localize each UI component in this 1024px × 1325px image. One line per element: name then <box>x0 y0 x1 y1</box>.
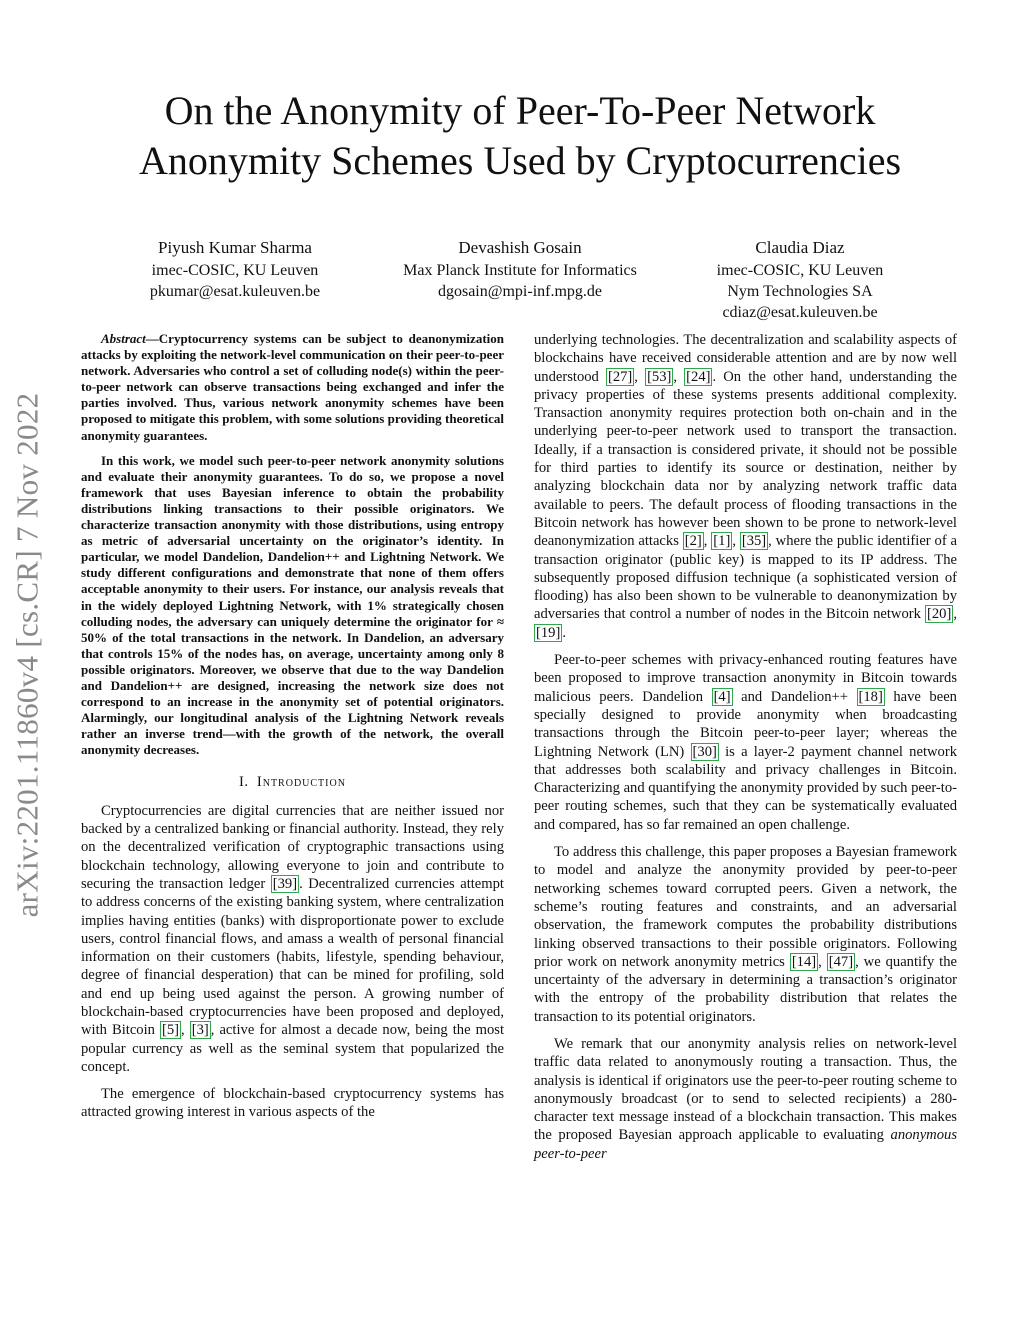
arxiv-identifier: arXiv:2201.11860v4 [cs.CR] 7 Nov 2022 <box>9 392 45 918</box>
right-paragraph-1: underlying technologies. The decentralization and scalability aspects of blockchains have received considerable attention and are by now well understood [27] , [53] , [24] . On the other hand, understanding the privacy properties of these systems presents additional complexity. Transaction anonymity requires protection both on-chain and in the underlying peer-to-peer network used to transport the transaction. Ideally, if a transaction is considered private, it should not be possible for third parties to identify its source or destination, neither by analyzing blockchain data nor by analyzing network traffic data available to peers. The default process of flooding transactions in the Bitcoin network has however been shown to be prone to network-level deanonymization attacks [2] , [1] , [35] , where the public identifier of a transaction originator (public key) is mapped to its IP address. The subsequently proposed diffusion technique (a sophisticated version of flooding) has also been shown to be vulnerable to deanonymization by adversaries that control a number of nodes in the Bitcoin network [20] , [19] . <box>534 332 958 641</box>
citation-link[interactable]: [2] <box>684 533 702 550</box>
citation-link[interactable]: [47] <box>828 953 854 970</box>
author-affiliation: imec-COSIC, KU Leuven <box>151 262 319 279</box>
author-affiliation: Max Planck Institute for Informatics <box>403 262 637 279</box>
emphasis-text: anonymous peer-to-peer <box>534 1127 957 1162</box>
citation-link[interactable]: [30] <box>692 743 717 760</box>
citation-link[interactable]: [1] <box>713 533 731 550</box>
citation-link[interactable]: [53] <box>647 368 672 385</box>
author-email: pkumar@esat.kuleuven.be <box>149 283 321 300</box>
section-number: I. <box>239 774 249 791</box>
paper-title: On the Anonymity of Peer-To-Peer Network Anonymity Schemes Used by Cryptocurrencies <box>138 88 902 183</box>
citation-link[interactable]: [4] <box>713 688 731 705</box>
author-email: cdiaz@esat.kuleuven.be <box>722 304 878 321</box>
author-block-3 <box>700 237 900 323</box>
abstract-label: Abstract <box>101 331 146 346</box>
abstract-paragraph-1 <box>81 331 504 444</box>
author-name: Piyush Kumar Sharma <box>158 238 312 257</box>
citation-link[interactable]: [14] <box>791 953 817 970</box>
intro-paragraph-2: The emergence of blockchain-based cryptocurrency systems has attracted growing interest in various aspects of the <box>81 1086 504 1121</box>
section-heading <box>81 773 504 791</box>
right-paragraph-2: Peer-to-peer schemes with privacy-enhanced routing features have been proposed to improve transaction anonymity in Bitcoin towards malicious peers. Dandelion [4] and Dandelion++ [18] have been specially designed to provide anonymity when broadcasting transactions through the Bitcoin peer-to-peer layer; whereas the Lightning Network (LN) [30] is a layer-2 payment channel network that addresses both scalability and privacy challenges in Bitcoin. Characterizing and quantifying the anonymity provided by such peer-to-peer routing schemes, such that they can be systematically evaluated and compared, has so far remained an open challenge. <box>534 652 957 833</box>
citation-link[interactable]: [27] <box>607 368 633 385</box>
arxiv-side-label <box>2 350 52 960</box>
section-title: Introduction <box>256 774 346 791</box>
author-block-1 <box>130 237 340 302</box>
citation-link[interactable]: [19] <box>536 624 561 641</box>
author-name: Devashish Gosain <box>458 238 582 257</box>
author-affiliation-2: Nym Technologies SA <box>727 283 873 300</box>
right-paragraph-4: We remark that our anonymity analysis relies on network-level traffic data related to anonymously routing a transaction. Thus, the analysis is identical if originators use the peer-to-peer routing scheme to anonymously broadcast (or to send to selected recipients) a 280-character text message instead of a blockchain transaction. This makes the proposed Bayesian approach applicable to evaluating anonymous peer-to-peer <box>534 1035 957 1162</box>
right-paragraph-3: To address this challenge, this paper proposes a Bayesian framework to model and analyze the anonymity provided by peer-to-peer networking schemes toward corrupted peers. Given a network, the scheme’s routing features and constraints, and an adversarial observation, the framework computes the probability distributions linking observed transactions to their possible originators. Following prior work on network anonymity metrics [14] , [47] , we quantify the uncertainty of the adversary in determining a transaction’s originator with the entropy of the probability distribution that relates the transaction to its potential originators. <box>534 844 958 1025</box>
right-column <box>534 331 957 1172</box>
citation-link[interactable]: [24] <box>686 368 711 385</box>
author-name: Claudia Diaz <box>755 238 845 257</box>
citation-link[interactable]: [5] <box>162 1022 180 1039</box>
citation-link[interactable]: [35] <box>741 533 767 550</box>
abstract <box>81 331 504 758</box>
author-affiliation: imec-COSIC, KU Leuven <box>716 262 884 279</box>
citation-link[interactable]: [39] <box>272 875 298 892</box>
abstract-text: —Cryptocurrency systems can be subject to deanonymization attacks by exploiting the network-level communication on their peer-to-peer network. Adversaries who control a set of colluding node(s) within the peer-to-peer network can observe transactions being exchanged and infer the parties involved. Thus, various network anonymity schemes have been proposed to mitigate this problem, with some solutions providing theoretical anonymity guarantees. <box>81 331 504 443</box>
author-email: dgosain@mpi-inf.mpg.de <box>437 283 603 300</box>
citation-link[interactable]: [3] <box>191 1022 209 1039</box>
intro-paragraph-1: Cryptocurrencies are digital currencies that are neither issued nor backed by a centralized banking or financial authority. Instead, they rely on the decentralized verification of cryptographic transactions using blockchain technology, allowing everyone to join and contribute to securing the transaction ledger [39] . Decentralized currencies attempt to address concerns of the existing banking system, where centralization implies having entities (banks) with disproportionate power to exclude users, control financial flows, and amass a wealth of personal financial information on their customers (habits, lifestyle, spending behaviour, degree of financial desperation) that can be mined for profiling, sold and end up being used against the person. A growing number of blockchain-based cryptocurrencies have been proposed and deployed, with Bitcoin [5] , [3] , active for almost a decade now, being the most popular currency as well as the seminal system that popularized the concept. <box>81 802 505 1075</box>
citation-link[interactable]: [18] <box>858 688 883 705</box>
citation-link[interactable]: [20] <box>927 606 952 623</box>
author-block-2 <box>380 237 660 302</box>
abstract-paragraph-2: In this work, we model such peer-to-peer network anonymity solutions and evaluate their anonymity guarantees. To do so, we propose a novel framework that uses Bayesian inference to obtain the probability distributions linking transactions to their possible originators. We characterize transaction anonymity with those distributions, using entropy as metric of adversarial uncertainty on the originator’s identity. In particular, we model Dandelion, Dandelion++ and Lightning Network. We study different configurations and demonstrate that none of them offers acceptable anonymity to their users. For instance, our analysis reveals that in the widely deployed Lightning Network, with 1% strategically chosen colluding nodes, the adversary can uniquely determine the originator for ≈ 50% of the total transactions in the network. In Dandelion, an adversary that controls 15% of the nodes has, on average, uncertainty among only 8 possible originators. Moreover, we observe that due to the way Dandelion and Dandelion++ are designed, increasing the network size does not correspond to an increase in the anonymity set of potential originators. Alarmingly, our longitudinal analysis of the Lightning Network reveals rather an inverse trend—with the growth of the network, the overall anonymity decreases. <box>81 452 504 758</box>
left-column <box>81 331 504 1131</box>
